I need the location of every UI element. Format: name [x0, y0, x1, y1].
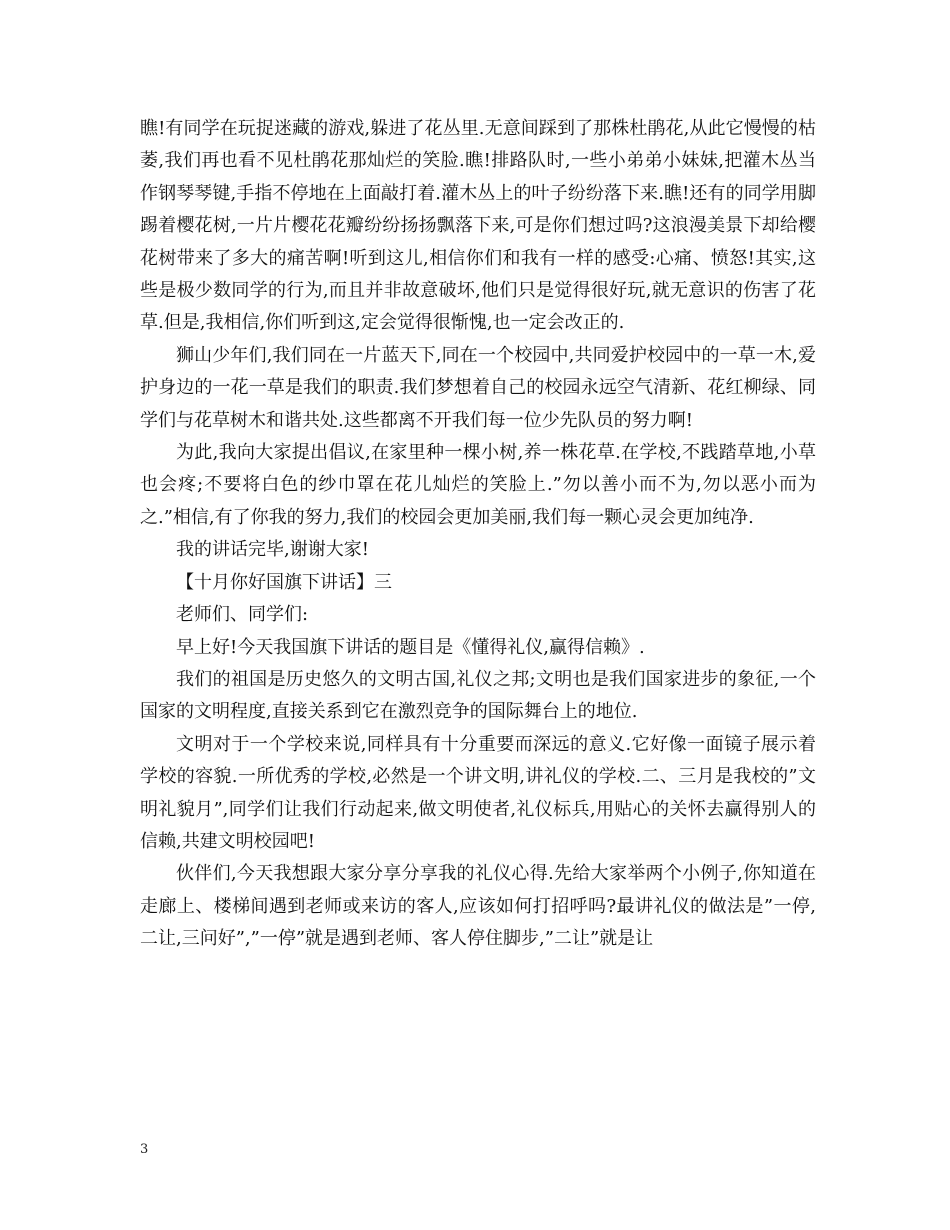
paragraph: 狮山少年们,我们同在一片蓝天下,同在一个校园中,共同爱护校园中的一草一木,爱护身边的一花一草是我们的职责.我们梦想着自己的校园永远空气清新、花红柳绿、同学们与花草树木和谐共处.这些都离不开我们每一位少先队员的努力啊! — [140, 344, 816, 431]
document-body — [140, 113, 816, 956]
paragraph: 我们的祖国是历史悠久的文明古国,礼仪之邦;文明也是我们国家进步的象征,一个国家的文明程度,直接关系到它在激烈竞争的国际舞台上的地位. — [140, 668, 816, 723]
paragraph: 文明对于一个学校来说,同样具有十分重要而深远的意义.它好像一面镜子展示着学校的容貌.一所优秀的学校,必然是一个讲文明,讲礼仪的学校.二、三月是我校的”文明礼貌月”,同学们让我们行动起来,做文明使者,礼仪标兵,用贴心的关怀去赢得别人的信赖,共建文明校园吧! — [140, 733, 816, 852]
section-heading: 【十月你好国旗下讲话】三 — [176, 571, 392, 593]
paragraph: 早上好!今天我国旗下讲话的题目是《懂得礼仪,赢得信赖》. — [176, 636, 645, 658]
page-number: 3 — [140, 1142, 149, 1157]
paragraph: 我的讲话完毕,谢谢大家! — [176, 539, 369, 561]
paragraph: 伙伴们,今天我想跟大家分享分享我的礼仪心得.先给大家举两个小例子,你知道在走廊上、楼梯间遇到老师或来访的客人,应该如何打招呼吗?最讲礼仪的做法是”一停,二让,三问好”,”一停”就是遇到老师、客人停住脚步,”二让”就是让 — [140, 863, 816, 950]
paragraph: 为此,我向大家提出倡议,在家里种一棵小树,养一株花草.在学校,不践踏草地,小草也会疼;不要将白色的纱巾罩在花儿灿烂的笑脸上.”勿以善小而不为,勿以恶小而为之.”相信,有了你我的努力,我们的校园会更加美丽,我们每一颗心灵会更加纯净. — [140, 442, 816, 528]
salutation: 老师们、同学们: — [176, 604, 309, 626]
paragraph: 瞧!有同学在玩捉迷藏的游戏,躲进了花丛里.无意间踩到了那株杜鹃花,从此它慢慢的枯萎,我们再也看不见杜鹃花那灿烂的笑脸.瞧!排路队时,一些小弟弟小妹妹,把灌木丛当作钢琴琴键,手指不停地在上面敲打着.灌木丛上的叶子纷纷落下来.瞧!还有的同学用脚踢着樱花树,一片片樱花花瓣纷纷扬扬飘落下来,可是你们想过吗?这浪漫美景下却给樱花树带来了多大的痛苦啊!听到这儿,相信你们和我有一样的感受:心痛、愤怒!其实,这些是极少数同学的行为,而且并非故意破坏,他们只是觉得很好玩,就无意识的伤害了花草.但是,我相信,你们听到这,定会觉得很惭愧,也一定会改正的. — [140, 118, 816, 334]
